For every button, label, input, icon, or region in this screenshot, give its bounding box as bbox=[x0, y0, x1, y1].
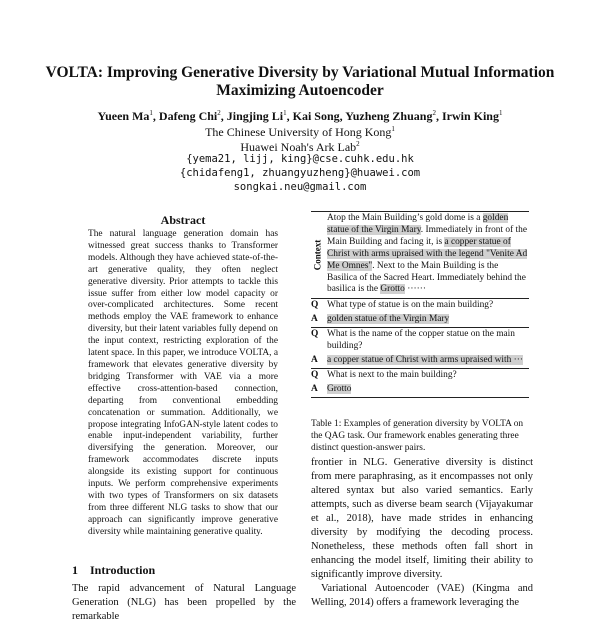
author: Jingjing Li$^1$ bbox=[226, 109, 287, 123]
affiliation: The Chinese University of Hong Kong$^1$ bbox=[205, 125, 395, 139]
question-row: Q What is the name of the copper statue on the main building? bbox=[311, 329, 515, 352]
highlight: a copper statue of Christ with arms upraised with the legend "Venite Ad Me Omnes" bbox=[327, 236, 528, 271]
author: Yueen Ma$^1$ bbox=[97, 109, 153, 123]
intro-text: The rapid advancement of Natural Language Generation (NLG) has been propelled by the remarkable bbox=[72, 583, 296, 622]
author: Dafeng Chi$^2$ bbox=[158, 109, 221, 123]
context-label: Context bbox=[312, 239, 323, 270]
email: songkai.neu@gmail.com bbox=[233, 181, 367, 193]
section-heading bbox=[72, 563, 155, 578]
author: Yuzheng Zhuang$^2$ bbox=[345, 109, 436, 123]
context-text: Atop the Main Building’s gold dome is a golden statue of the Virgin Mary. Immediately in front of the Main Building and facing it, is a copper statue of Christ with arms upraised with the legend "Venite Ad Me Omnes". Next to the Main Building is the Basilica of the Sacred Heart. Immediately behind the basilica is the Grotto ······ bbox=[327, 213, 528, 295]
answer-row: A a copper statue of Christ with arms upraised with ··· bbox=[311, 354, 524, 365]
body-paragraph: Variational Autoencoder (VAE) (Kingma and Welling, 2014) offers a framework leveraging the bbox=[311, 583, 533, 608]
email: {chidafeng1, zhuangyuzheng}@huawei.com bbox=[179, 167, 421, 179]
section-title: Introduction bbox=[90, 563, 156, 577]
email: {yema21, lijj, king}@cse.cuhk.edu.hk bbox=[186, 153, 414, 165]
example-table bbox=[311, 211, 529, 398]
highlight: golden statue of the Virgin Mary bbox=[327, 213, 509, 235]
highlight: Grotto bbox=[380, 284, 405, 295]
section-number: 1 bbox=[72, 563, 78, 577]
answer-row: A Grotto bbox=[311, 383, 352, 394]
body-paragraph: frontier in NLG. Generative diversity is distinct from mere paraphrasing, as it encompasses not only altered syntax but also varied semantics. Early attempts, such as diverse beam search (Vijayakumar et al., 2018), have made strides in enhancing diversity by modifying the decoding process. Nonetheless, these methods often fall short in enhancing the model itself, limiting their ability to significantly improve diversity. bbox=[311, 457, 533, 580]
context-row bbox=[311, 212, 529, 298]
author: Kai Song bbox=[292, 109, 340, 123]
question-row: Q What is next to the main building? bbox=[311, 369, 457, 380]
paper-title: VOLTA: Improving Generative Diversity by Variational Mutual Information Maximizing Autoencoder bbox=[45, 64, 555, 99]
author: Irwin King$^1$ bbox=[441, 109, 503, 123]
abstract-heading: Abstract bbox=[160, 213, 206, 227]
question-row: Q What type of statue is on the main building? bbox=[311, 300, 494, 311]
table-rule bbox=[311, 397, 529, 398]
author-list: Yueen Ma$^1$, Dafeng Chi$^2$, Jingjing Li$^1$, Kai Song, Yuzheng Zhuang$^2$, Irwin King$^1$ bbox=[97, 109, 503, 123]
answer-row: A golden statue of the Virgin Mary bbox=[311, 314, 450, 325]
affiliation: Huawei Noah's Ark Lab$^2$ bbox=[240, 140, 360, 154]
abstract-text: The natural language generation domain has witnessed great success thanks to Transformer models. Although they have achieved state-of-the-art generative quality, they often neglect generative diversity. Prior attempts to tackle this issue suffer from either low model capacity or over-complicated architectures. Some recent methods employ the VAE framework to enhance diversity, but their latent variables fully depend on the input context, restricting exploration of the latent space. In this paper, we introduce VOLTA, a framework that elevates generative diversity by bridging Transformer with VAE via a more effective cross-attention-based connection, departing from conventional embedding concatenation or summation. Additionally, we propose integrating InfoGAN-style latent codes to enable input-independent variability, further diversifying the generation. Moreover, our framework accommodates discrete inputs alongside its existing support for continuous inputs. We perform comprehensive experiments with two types of Transformers on six datasets from three different NLG tasks to show that our approach can significantly improve generative diversity while maintaining generative quality. bbox=[88, 229, 278, 537]
table-caption: Table 1: Examples of generation diversity by VOLTA on the QAG task. Our framework enables generating three distinct question-answer pairs. bbox=[311, 419, 524, 453]
